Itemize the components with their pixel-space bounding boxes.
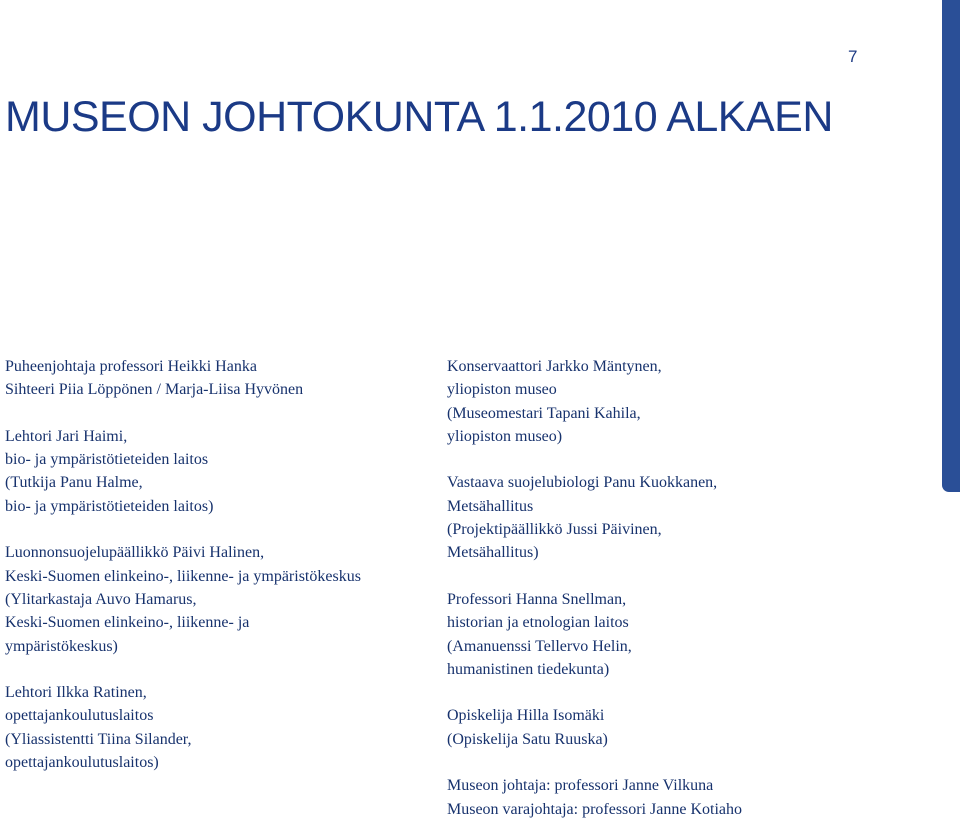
text-line: Sihteeri Piia Löppönen / Marja-Liisa Hyvönen	[5, 381, 304, 399]
text-line: (Amanuenssi Tellervo Helin,	[447, 637, 632, 655]
text-line: (Yliassistentti Tiina Silander,	[5, 730, 192, 748]
text-line: historian ja etnologian laitos	[447, 614, 629, 632]
text-line: (Projektipäällikkö Jussi Päivinen,	[447, 521, 662, 539]
member-block	[5, 541, 435, 657]
text-line: Lehtori Ilkka Ratinen,	[5, 684, 147, 702]
member-block	[447, 704, 917, 751]
text-line: Opiskelija Hilla Isomäki	[447, 707, 605, 725]
text-line: yliopiston museo)	[447, 427, 563, 445]
left-column	[5, 355, 435, 774]
board-chair-block	[5, 355, 435, 402]
text-line: (Tutkija Panu Halme,	[5, 474, 143, 492]
text-line: Lehtori Jari Haimi,	[5, 427, 128, 445]
side-tab	[942, 0, 960, 492]
member-block	[5, 681, 435, 774]
text-line: humanistinen tiedekunta)	[447, 660, 610, 678]
text-line: yliopiston museo	[447, 381, 557, 399]
page-number: 7	[848, 47, 858, 66]
text-line: Puheenjohtaja professori Heikki Hanka	[5, 358, 257, 375]
right-column	[447, 355, 917, 821]
text-line: opettajankoulutuslaitos	[5, 707, 154, 725]
text-line: Metsähallitus)	[447, 544, 539, 562]
text-line: Konservaattori Jarkko Mäntynen,	[447, 358, 662, 375]
page-title: MUSEON JOHTOKUNTA 1.1.2010 ALKAEN	[5, 93, 833, 141]
text-line: Museon varajohtaja: professori Janne Kotiaho	[447, 800, 743, 818]
text-line: (Opiskelija Satu Ruuska)	[447, 730, 608, 748]
text-line: Keski-Suomen elinkeino-, liikenne- ja	[5, 614, 250, 632]
text-line: bio- ja ympäristötieteiden laitos	[5, 451, 209, 469]
text-line: (Museomestari Tapani Kahila,	[447, 404, 641, 422]
member-block	[447, 471, 917, 564]
text-line: bio- ja ympäristötieteiden laitos)	[5, 497, 214, 515]
member-block	[447, 355, 917, 448]
member-block	[5, 425, 435, 518]
text-line: ympäristökeskus)	[5, 637, 118, 655]
text-line: Museon johtaja: professori Janne Vilkuna	[447, 777, 714, 795]
director-block	[447, 774, 917, 821]
text-line: Metsähallitus	[447, 497, 534, 515]
text-line: (Ylitarkastaja Auvo Hamarus,	[5, 590, 197, 608]
text-line: opettajankoulutuslaitos)	[5, 754, 159, 772]
text-line: Professori Hanna Snellman,	[447, 590, 627, 608]
text-line: Keski-Suomen elinkeino-, liikenne- ja ympäristökeskus	[5, 567, 361, 585]
text-line: Vastaava suojelubiologi Panu Kuokkanen,	[447, 474, 718, 492]
member-block	[447, 588, 917, 681]
text-line: Luonnonsuojelupäällikkö Päivi Halinen,	[5, 544, 265, 562]
